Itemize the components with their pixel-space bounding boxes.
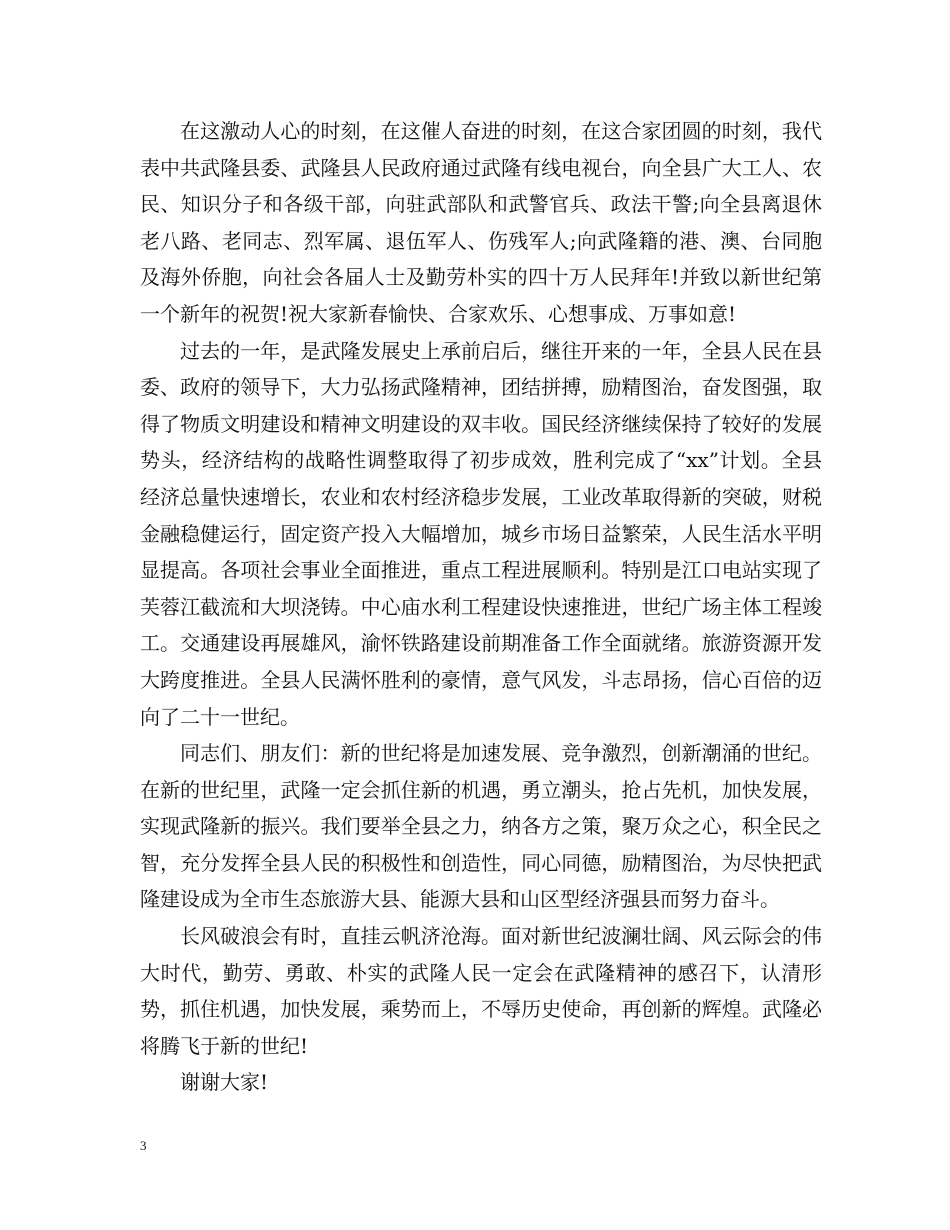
paragraph-thanks: 谢谢大家! [180,1070,269,1095]
body-text [140,113,822,1101]
paragraph-new-century: 同志们、朋友们：新的世纪将是加速发展、竞争激烈，创新潮涌的世纪。在新的世纪里，武隆一定会抓住新的机遇，勇立潮头，抢占先机，加快发展，实现武隆新的振兴。我们要举全县之力，纳各方之策，聚万众之心，积全民之智，充分发挥全县人民的积极性和创造性，同心同德，励精图治，为尽快把武隆建设成为全市生态旅游大县、能源大县和山区型经济强县而努力奋斗。 [140,741,822,912]
paragraph-outlook: 长风破浪会有时，直挂云帆济沧海。面对新世纪波澜壮阔、风云际会的伟大时代，勤劳、勇敢、朴实的武隆人民一定会在武隆精神的感召下，认清形势，抓住机遇，加快发展，乘势而上，不辱历史使命，再创新的辉煌。武隆必将腾飞于新的世纪! [140,924,822,1058]
paragraph-past-year-review: 过去的一年，是武隆发展史上承前启后，继往开来的一年，全县人民在县委、政府的领导下，大力弘扬武隆精神，团结拼搏，励精图治，奋发图强，取得了物质文明建设和精神文明建设的双丰收。国民经济继续保持了较好的发展势头，经济结构的战略性调整取得了初步成效，胜利完成了“xx”计划。全县经济总量快速增长，农业和农村经济稳步发展，工业改革取得新的突破，财税金融稳健运行，固定资产投入大幅增加，城乡市场日益繁荣，人民生活水平明显提高。各项社会事业全面推进，重点工程进展顺利。特别是江口电站实现了芙蓉江截流和大坝浇铸。中心庙水利工程建设快速推进，世纪广场主体工程竣工。交通建设再展雄风，渝怀铁路建设前期准备工作全面就绪。旅游资源开发大跨度推进。全县人民满怀胜利的豪情，意气风发，斗志昂扬，信心百倍的迈向了二十一世纪。 [140,338,822,729]
page-number: 3 [140,1138,147,1153]
paragraph-greeting: 在这激动人心的时刻，在这催人奋进的时刻，在这合家团圆的时刻，我代表中共武隆县委、武隆县人民政府通过武隆有线电视台，向全县广大工人、农民、知识分子和各级干部，向驻武部队和武警官兵、政法干警;向全县离退休老八路、老同志、烈军属、退伍军人、伤残军人;向武隆籍的港、澳、台同胞及海外侨胞，向社会各届人士及勤劳朴实的四十万人民拜年!并致以新世纪第一个新年的祝贺!祝大家新春愉快、合家欢乐、心想事成、万事如意! [140,119,822,326]
